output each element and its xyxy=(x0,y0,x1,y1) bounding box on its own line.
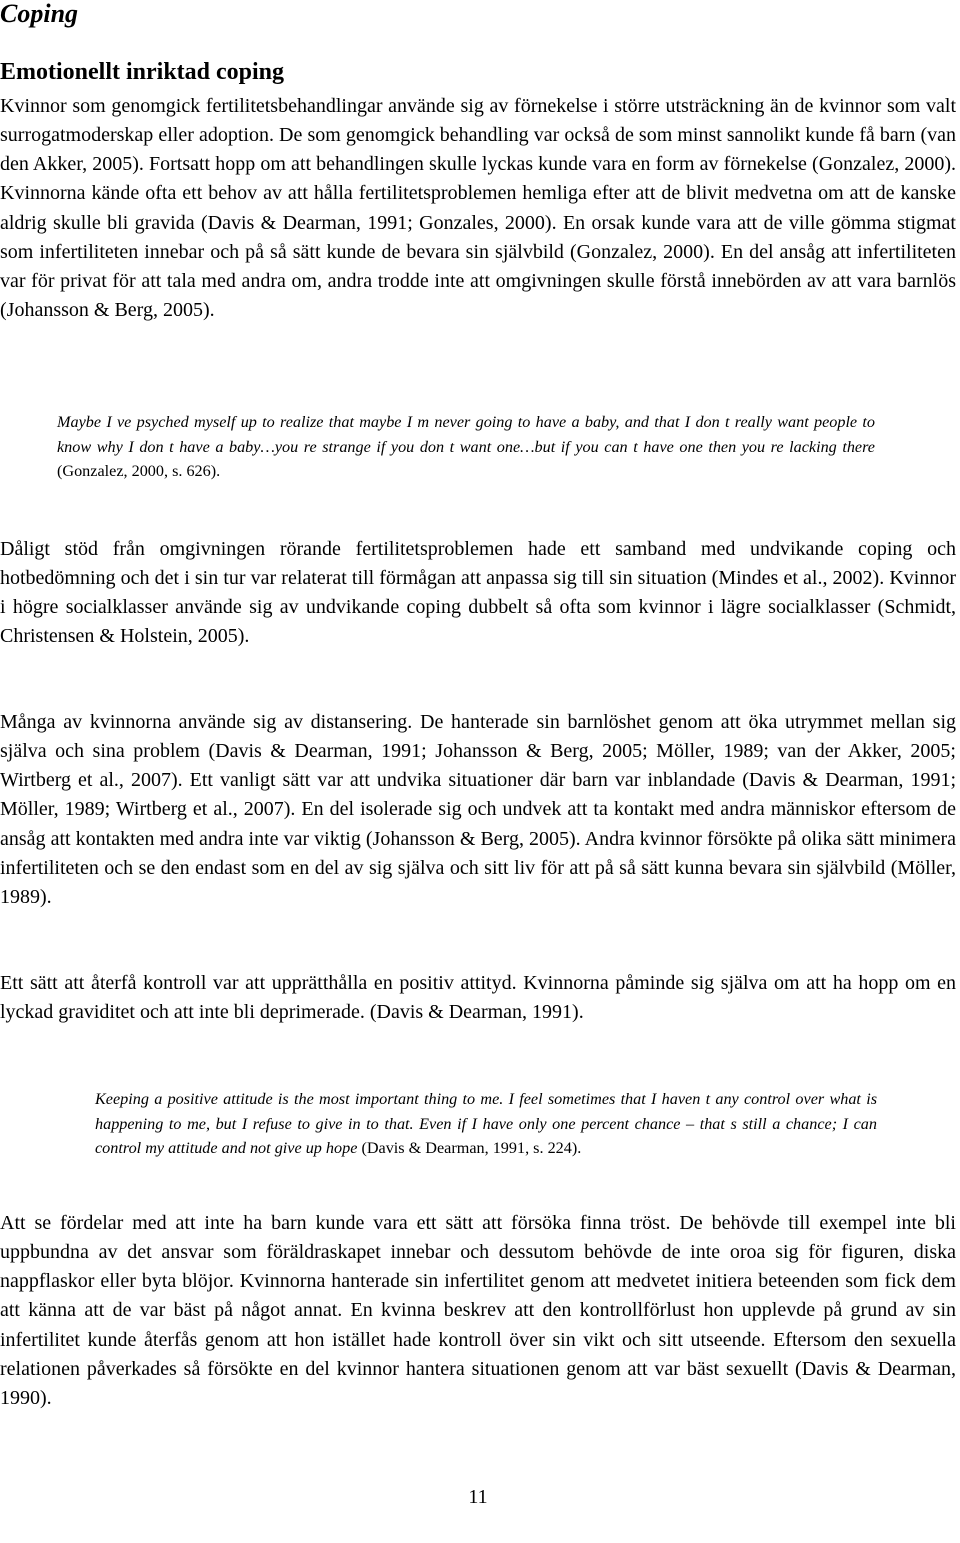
body-paragraph-4: Ett sätt att återfå kontroll var att upprätthålla en positiv attityd. Kvinnorna påminde sig själva om att ha hopp om en lyckad graviditet och att inte bli deprimerade. (Davis & Dearman, 1991). xyxy=(0,972,956,1024)
body-paragraph-1: Kvinnor som genomgick fertilitetsbehandlingar använde sig av förnekelse i större utsträckning än de kvinnor som valt surrogatmoderskap eller adoption. De som genomgick behandling var också de som minst sannolikt kunde få barn (van den Akker, 2005). Fortsatt hopp om att behandlingen skulle lyckas kunde vara en form av förnekelse (Gonzalez, 2000). Kvinnorna kände ofta ett behov av att hålla fertilitetsproblemen hemliga efter att de blivit medvetna om att de kanske aldrig skulle bli gravida (Davis & Dearman, 1991; Gonzales, 2000). En orsak kunde vara att de ville gömma stigmat som infertiliteten innebar och på så sätt kunde de bevara sin självbild (Gonzalez, 2000). En del ansåg att infertiliteten var för privat för att tala med andra om, andra trodde inte att omgivningen skulle förstå innebörden av att vara barnlös (Johansson & Berg, 2005). xyxy=(0,95,956,322)
block-quote-2 xyxy=(95,1087,877,1161)
quote-citation: (Davis & Dearman, 1991, s. 224). xyxy=(357,1139,582,1157)
body-paragraph-3: Många av kvinnorna använde sig av distansering. De hanterade sin barnlöshet genom att öka utrymmet mellan sig själva och sina problem (Davis & Dearman, 1991; Johansson & Berg, 2005; Möller, 1989; van der Akker, 2005; Wirtberg et al., 2007). Ett vanligt sätt var att undvika situationer där barn var inblandade (Davis & Dearman, 1991; Möller, 1989; Wirtberg et al., 2007). En del isolerade sig och undvek att ta kontakt med andra människor eftersom de ansåg att kontakten med andra inte var viktig (Johansson & Berg, 2005). Andra kvinnor försökte på olika sätt minimera infertiliteten och se den endast som en del av sig själva och sitt liv för att på så sätt kunna bevara sin självbild (Möller, 1989). xyxy=(0,711,956,908)
body-paragraph-5: Att se fördelar med att inte ha barn kunde vara ett sätt att försöka finna tröst. De behövde till exempel inte bli uppbundna av det ansvar som föräldraskapet innebar och dessutom behövde de inte oroa sig för figuren, diska nappflaskor eller byta blöjor. Kvinnorna hanterade sin infertilitet genom att medvetet initiera beteenden som fick dem att känna att de var bäst på något annat. En kvinna beskrev att den kontrollförlust hon upplevde på grund av sin infertilitet kunde återfås genom att hon istället hade kontroll över sin vikt och sitt utseende. Eftersom den sexuella relationen påverkades så försökte en del kvinnor hantera situationen genom att var bäst sexuellt (Davis & Dearman, 1990). xyxy=(0,1212,956,1409)
quote-text: Maybe I ve psyched myself up to realize that maybe I m never going to have a baby, and that I don t really want people to know why I don t have a baby…you re strange if you don t want one…but if you can t have one then you re lacking there xyxy=(57,413,875,456)
quote-citation: (Gonzalez, 2000, s. 626). xyxy=(57,462,221,480)
section-heading: Coping xyxy=(0,0,79,28)
block-quote-1 xyxy=(57,410,875,484)
subsection-heading: Emotionellt inriktad coping xyxy=(0,59,285,85)
page-number: 11 xyxy=(468,1486,488,1508)
quote-text: Keeping a positive attitude is the most important thing to me. I feel sometimes that I haven t any control over what is happening to me, but I refuse to give in to that. Even if I have only one percent chance – that s still a chance; I can control my attitude and not give up hope xyxy=(95,1090,877,1157)
body-paragraph-2: Dåligt stöd från omgivningen rörande fertilitetsproblemen hade ett samband med undvikande coping och hotbedömning och det i sin tur var relaterat till förmågan att anpassa sig till sin situation (Mindes et al., 2002). Kvinnor i högre socialklasser använde sig av undvikande coping dubbelt så ofta som kvinnor i lägre socialklasser (Schmidt, Christensen & Holstein, 2005). xyxy=(0,538,956,648)
